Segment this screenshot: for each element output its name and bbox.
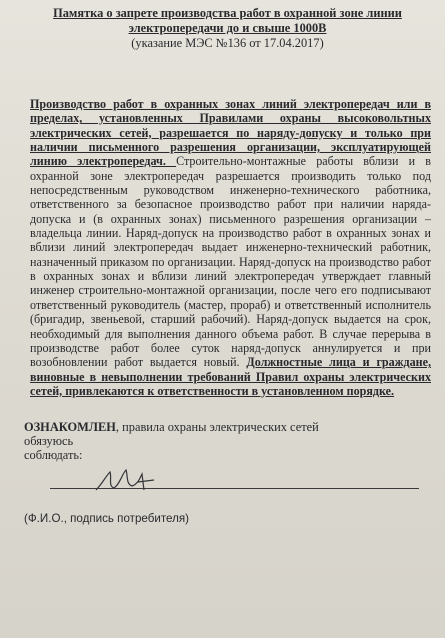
main-paragraph: Строительно-монтажные работы вблизи и в охранной зоне электропередач разрешается производить только под непосредственным руководством инженерно-технического работника, ответственного за безопасное производство работ при наличии наряда-допуска и (в охранных зонах) письменного разрешения организации – владельца линии. Наряд-допуск на производство работ в охранных зонах и вблизи линий электропередач выдает инженерно-технический работник, назначенный приказом по организации. Наряд-допуск на производство работ в охранных зонах и вблизи линий электропередач утверждает главный инженер строительно-монтажной организации, после чего его подписывают ответственный руководитель (мастер, прораб) и ответственный исполнитель (бригадир, звеньевой, старший рабочий). Наряд-допуск выдается на срок, необходимый для выполнения данного объема работ. В случае перерыва в производстве работ более суток наряд-допуск аннулируется и при возобновлении работ выдается новый.: [30, 154, 431, 370]
intro-paragraph: Производство работ в охранных зонах линий электропередач или в пределах, установленных Правилами охраны высоковольтных электрических сетей, разрешается по наряду-допуску и только при наличии письменного разрешения организации, эксплуатирующей линию электропередач.: [30, 97, 431, 169]
document-title: Памятка о запрете производства работ в охранной зоне линии электропередачи до и свыше 1000В: [53, 6, 402, 35]
signature-caption: (Ф.И.О., подпись потребителя): [24, 512, 189, 526]
closing-paragraph: Должностные лица и граждане, виновные в невыполнении требований Правил охраны электрических сетей, привлекаются к ответственности в установленном порядке.: [30, 355, 431, 398]
acknowledgement-block: [24, 420, 431, 462]
handwritten-signature: [94, 464, 164, 498]
document-subtitle: (указание МЭС №136 от 17.04.2017): [131, 36, 324, 50]
acknowledgement-rest: , правила охраны электрических сетей: [115, 420, 319, 435]
acknowledgement-line-1: [24, 420, 431, 434]
signature-area: [24, 464, 431, 500]
acknowledgement-line-3: соблюдать:: [24, 448, 83, 463]
document-body: [24, 97, 431, 398]
acknowledgement-line-2: обязуюсь: [24, 434, 74, 449]
acknowledgement-lead: ОЗНАКОМЛЕН: [24, 420, 116, 435]
